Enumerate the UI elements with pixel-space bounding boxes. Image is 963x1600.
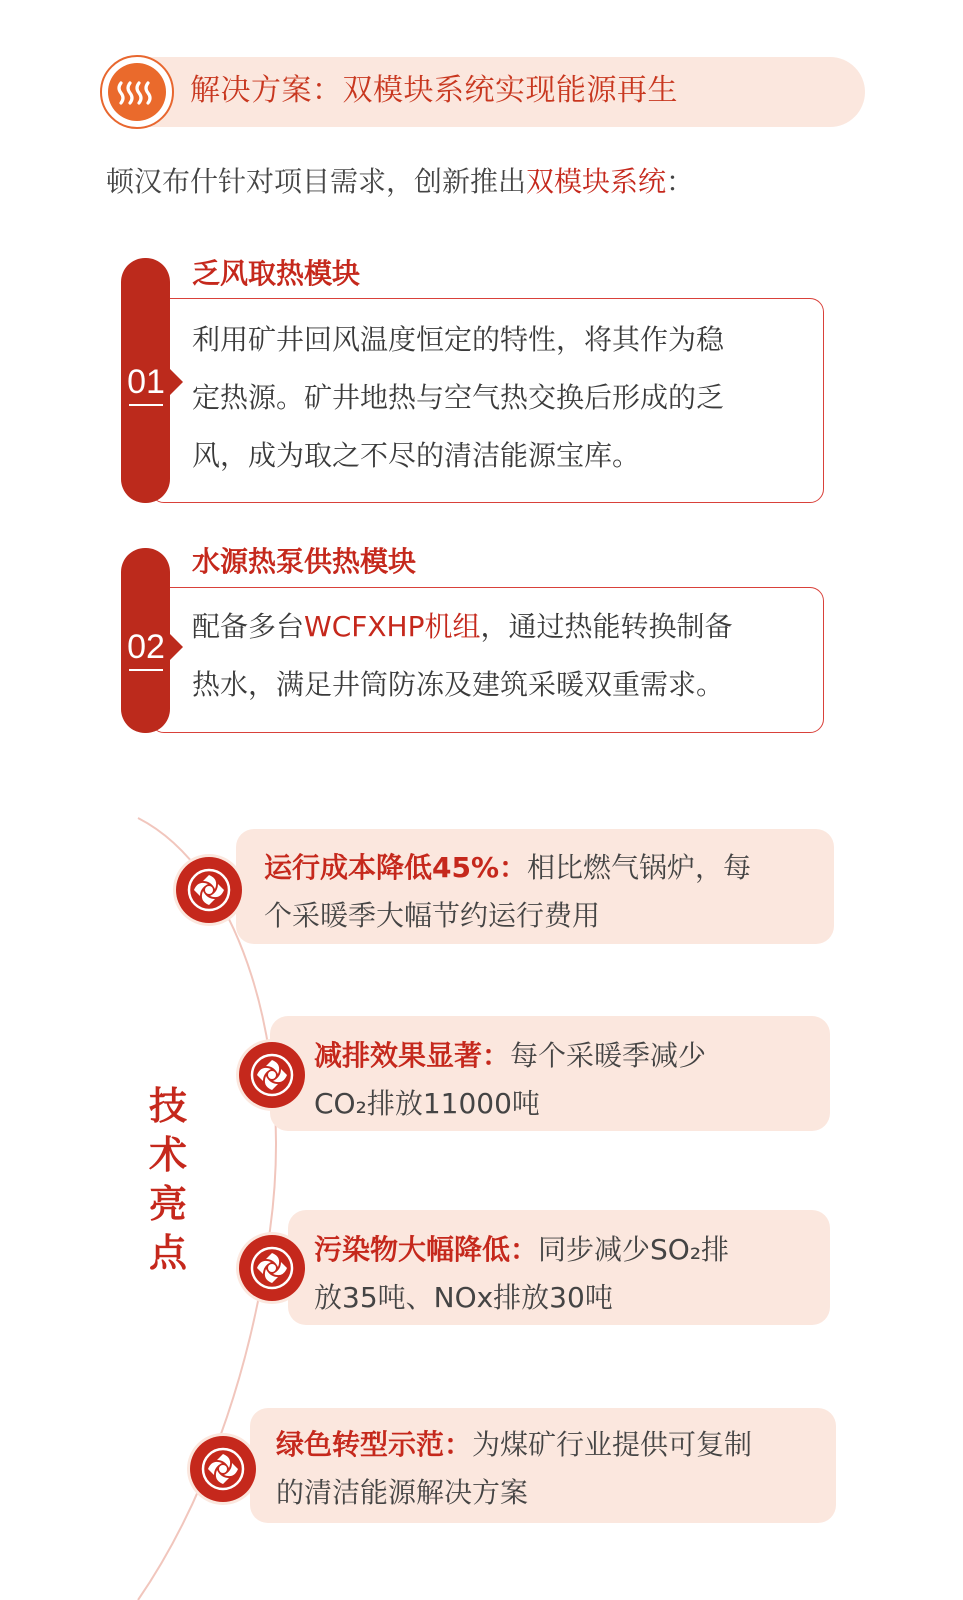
module-number-01: 01 xyxy=(127,363,165,401)
highlight-label: 绿色转型示范： xyxy=(276,1428,473,1461)
highlight-line: 放35吨、NOx排放30吨 xyxy=(314,1281,613,1314)
page-title: 解决方案：双模块系统实现能源再生 xyxy=(190,73,678,108)
fan-swirl-icon xyxy=(176,857,242,923)
highlight-line: 的清洁能源解决方案 xyxy=(276,1476,529,1509)
module-body-02 xyxy=(192,598,812,714)
highlight-desc: 每个采暖季减少 xyxy=(510,1039,707,1072)
module-title-02: 水源热泵供热模块 xyxy=(192,545,417,578)
module-line xyxy=(192,598,812,656)
module-number-02: 02 xyxy=(127,628,165,666)
highlight-line xyxy=(314,1226,814,1274)
module-line: 定热源。矿井地热与空气热交换后形成的乏 xyxy=(192,381,725,414)
module-line: 风，成为取之不尽的清洁能源宝库。 xyxy=(192,439,641,472)
highlight-line xyxy=(264,844,809,892)
fan-swirl-icon xyxy=(239,1235,305,1301)
module-line-suffix: ，通过热能转换制备 xyxy=(480,610,733,643)
module-title-01: 乏风取热模块 xyxy=(192,257,361,290)
intro-text xyxy=(106,160,694,204)
highlight-text-3 xyxy=(314,1226,814,1322)
highlight-line: CO₂排放11000吨 xyxy=(314,1087,540,1120)
highlight-line: 个采暖季大幅节约运行费用 xyxy=(264,899,601,932)
highlight-label: 污染物大幅降低： xyxy=(314,1233,539,1266)
module-arrow-01 xyxy=(169,368,183,396)
highlight-label: 减排效果显著： xyxy=(314,1039,511,1072)
highlight-text-4 xyxy=(276,1421,826,1517)
module-line: 利用矿井回风温度恒定的特性，将其作为稳 xyxy=(192,323,725,356)
highlight-desc: 同步减少SO₂排 xyxy=(538,1233,730,1266)
module-arrow-02 xyxy=(169,633,183,661)
module-number-underline-02 xyxy=(129,669,163,671)
highlight-line xyxy=(314,1032,814,1080)
highlight-desc: 相比燃气锅炉，每 xyxy=(527,851,752,884)
fan-swirl-icon xyxy=(190,1436,256,1502)
highlight-desc: 为煤矿行业提供可复制 xyxy=(472,1428,753,1461)
highlights-title-text: 技术亮点 xyxy=(148,1084,187,1275)
module-body-01 xyxy=(192,311,812,485)
highlight-text-2 xyxy=(314,1032,814,1128)
intro-highlight: 双模块系统 xyxy=(526,165,667,198)
highlight-label: 运行成本降低45%： xyxy=(264,851,528,884)
highlight-line xyxy=(276,1421,826,1469)
heat-wave-icon xyxy=(108,63,166,121)
module-line-prefix: 配备多台 xyxy=(192,610,305,643)
module-line: 热水，满足井筒防冻及建筑采暖双重需求。 xyxy=(192,668,725,701)
intro-prefix: 顿汉布什针对项目需求，创新推出 xyxy=(106,165,527,198)
highlights-title xyxy=(146,1082,190,1278)
model-highlight: WCFXHP机组 xyxy=(304,610,481,643)
fan-swirl-icon xyxy=(239,1042,305,1108)
highlight-text-1 xyxy=(264,844,809,940)
intro-suffix: ： xyxy=(666,165,695,198)
module-number-underline-01 xyxy=(129,404,163,406)
